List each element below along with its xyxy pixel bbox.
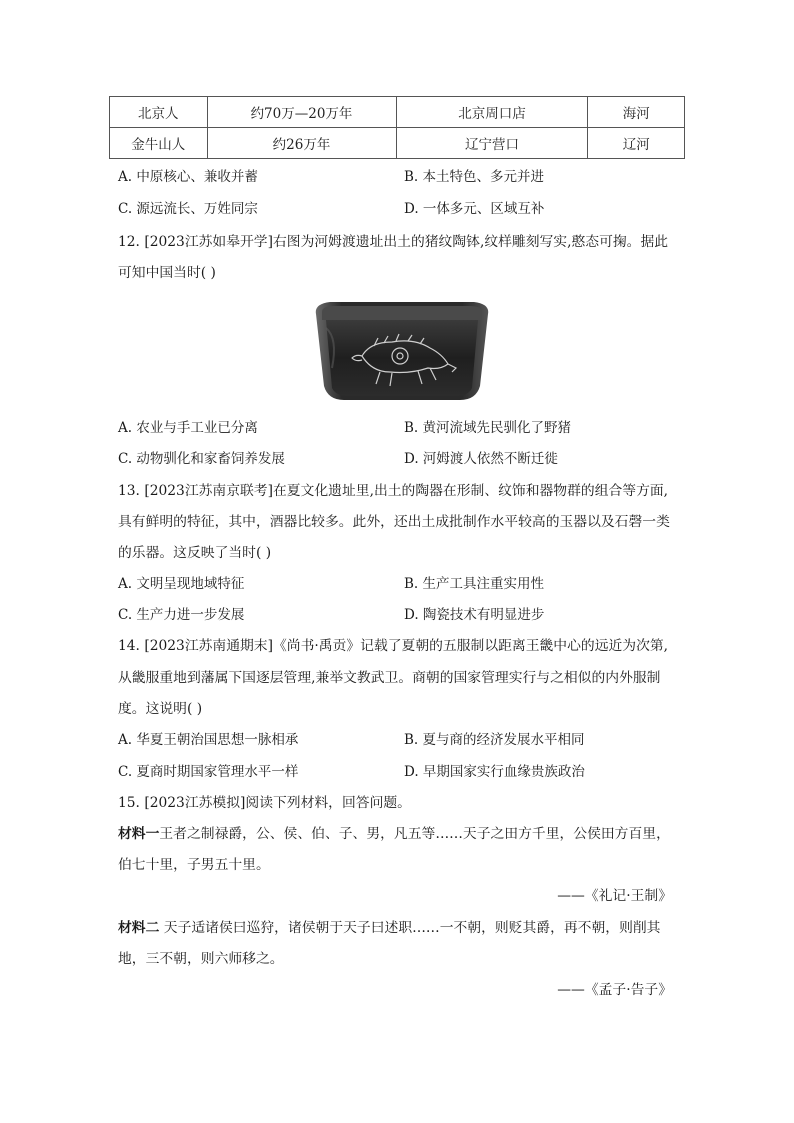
table-row (110, 128, 685, 159)
table-cell: 北京周口店 (396, 97, 588, 128)
material-one-source: ——《礼记·王制》 (557, 888, 672, 904)
option-a[interactable]: A. 农业与手工业已分离 (118, 420, 258, 436)
option-b[interactable]: B. 夏与商的经济发展水平相同 (404, 732, 585, 748)
q13-options-row-1 (118, 572, 718, 592)
material-two-line: 地，三不朝，则六师移之。 (118, 951, 284, 967)
q14-options-row-1 (118, 728, 718, 748)
pottery-bowl-icon (310, 298, 494, 404)
table-cell: 辽河 (588, 128, 685, 159)
table-cell: 海河 (588, 97, 685, 128)
option-a[interactable]: A. 文明呈现地域特征 (118, 576, 245, 592)
option-d[interactable]: D. 早期国家实行血缘贵族政治 (404, 764, 585, 780)
option-c[interactable]: C. 生产力进一步发展 (118, 607, 245, 623)
q14-stem-line: 从畿服重地到藩属下国逐层管理,兼举文教武卫。商朝的国家管理实行与之相似的内外服制 (118, 670, 661, 686)
table-cell: 约70万—20万年 (207, 97, 396, 128)
table-cell: 辽宁营口 (396, 128, 588, 159)
option-c[interactable]: C. 源远流长、万姓同宗 (118, 201, 258, 217)
option-c[interactable]: C. 动物驯化和家畜饲养发展 (118, 451, 285, 467)
q13-stem-line: 13. [2023江苏南京联考]在夏文化遗址里,出土的陶器在形制、纹饰和器物群的组合等方面, (118, 483, 669, 499)
option-a[interactable]: A. 中原核心、兼收并蓄 (118, 169, 258, 185)
table-cell: 金牛山人 (110, 128, 208, 159)
q12-options-row-2 (118, 447, 718, 467)
material-two-text: 天子适诸侯曰巡狩，诸侯朝于天子曰述职……一不朝，则贬其爵，再不朝，则削其 (159, 920, 661, 936)
q14-stem-line: 14. [2023江苏南通期末]《尚书·禹贡》记载了夏朝的五服制以距离王畿中心的远近为次第, (118, 638, 669, 654)
option-d[interactable]: D. 一体多元、区域互补 (404, 201, 545, 217)
option-b[interactable]: B. 本土特色、多元并进 (404, 169, 545, 185)
sites-table (109, 96, 685, 159)
option-c[interactable]: C. 夏商时期国家管理水平一样 (118, 764, 299, 780)
material-one-line: 伯七十里，子男五十里。 (118, 857, 270, 873)
option-d[interactable]: D. 河姆渡人依然不断迁徙 (404, 451, 558, 467)
q12-stem-line: 12. [2023江苏如皋开学]右图为河姆渡遗址出土的猪纹陶钵,纹样雕刻写实,憨态可掬。据此 (118, 234, 669, 250)
q11-options-row-2 (118, 197, 718, 217)
q12-options-row-1 (118, 416, 718, 436)
q13-stem-line: 的乐器。这反映了当时( ) (118, 545, 272, 561)
q13-stem-line: 具有鲜明的特征，其中，酒器比较多。此外，还出土成批制作水平较高的玉器以及石磬一类 (118, 514, 670, 530)
material-one-label: 材料一 (118, 826, 160, 842)
q13-options-row-2 (118, 603, 718, 623)
pig-pattern-pottery-bowl-image (310, 298, 494, 404)
material-two-label: 材料二 (118, 920, 160, 936)
option-b[interactable]: B. 生产工具注重实用性 (404, 576, 545, 592)
option-a[interactable]: A. 华夏王朝治国思想一脉相承 (118, 732, 299, 748)
q14-stem-line: 度。这说明( ) (118, 701, 203, 717)
material-one-line (118, 822, 670, 842)
q12-stem-line: 可知中国当时( ) (118, 265, 216, 281)
table-cell: 北京人 (110, 97, 208, 128)
material-two-line (118, 916, 660, 936)
table-cell: 约26万年 (207, 128, 396, 159)
material-two-source: ——《孟子·告子》 (557, 982, 672, 998)
q14-options-row-2 (118, 760, 718, 780)
option-d[interactable]: D. 陶瓷技术有明显进步 (404, 607, 545, 623)
option-b[interactable]: B. 黄河流域先民驯化了野猪 (404, 420, 572, 436)
material-one-text: 王者之制禄爵，公、侯、伯、子、男，凡五等……天子之田方千里，公侯田方百里， (159, 826, 670, 842)
q11-options-row-1 (118, 165, 718, 185)
q15-intro: 15. [2023江苏模拟]阅读下列材料，回答问题。 (118, 795, 411, 811)
table-row (110, 97, 685, 128)
